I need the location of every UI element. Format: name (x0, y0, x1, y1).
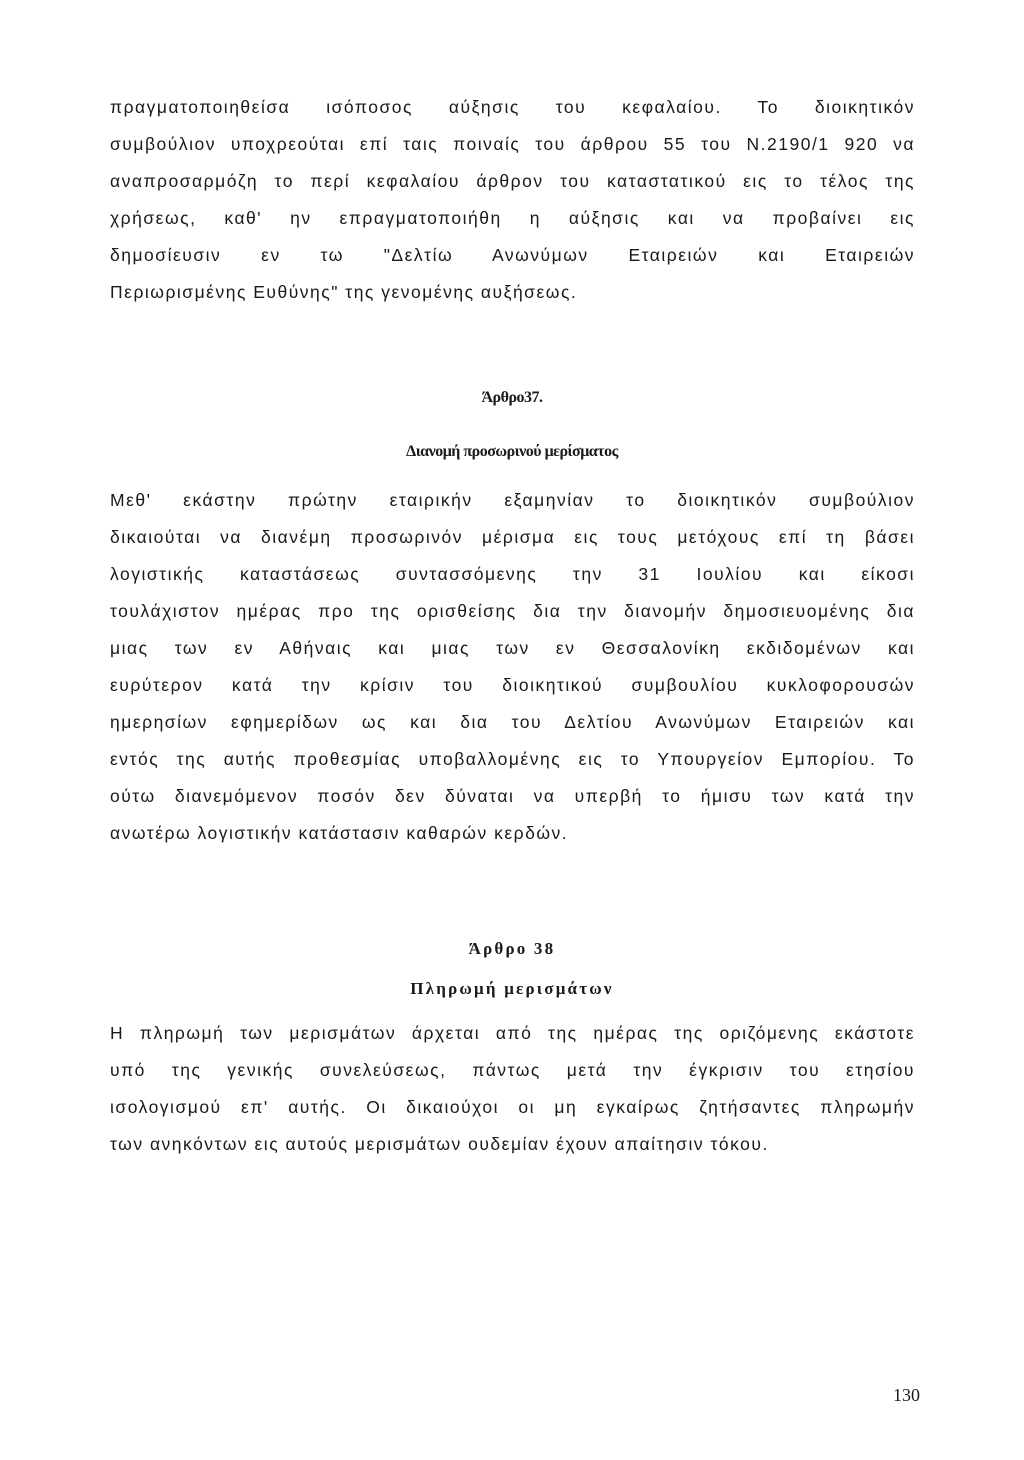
text-line: ισολογισμού επ' αυτής. Οι δικαιούχοι οι μη εγκαίρως ζητήσαντες πληρωμήν (110, 1097, 915, 1117)
text-line: δημοσίευσιν εν τω "Δελτίω Ανωνύμων Εταιρειών και Εταιρειών (110, 245, 915, 265)
text-line: ούτω διανεμόμενον ποσόν δεν δύναται να υπερβή το ήμισυ των κατά την (110, 786, 915, 806)
text-line: πραγματοποιηθείσα ισόποσος αύξησις του κεφαλαίου. Το διοικητικόν (110, 97, 915, 117)
text-line: συμβούλιον υποχρεούται επί ταις ποιναίς του άρθρου 55 του Ν.2190/1 920 να (110, 134, 915, 154)
text-line: ημερησίων εφημερίδων ως και δια του Δελτίου Ανωνύμων Εταιρειών και (110, 712, 915, 732)
text-line: δικαιούται να διανέμη προσωρινόν μέρισμα εις τους μετόχους επί τη βάσει (110, 527, 915, 547)
text-line: λογιστικής καταστάσεως συντασσόμενης την 31 Ιουλίου και είκοσι (110, 564, 915, 584)
text-line: υπό της γενικής συνελεύσεως, πάντως μετά την έγκρισιν του ετησίου (110, 1060, 915, 1080)
article-37-number: Άρθρο37. (481, 389, 543, 406)
text-line: Η πληρωμή των μερισμάτων άρχεται από της ημέρας της οριζόμενης εκάστοτε (110, 1023, 915, 1043)
page-number: 130 (893, 1385, 920, 1405)
text-line: ευρύτερον κατά την κρίσιν του διοικητικού συμβουλίου κυκλοφορουσών (110, 675, 915, 695)
text-line: εντός της αυτής προθεσμίας υποβαλλομένης εις το Υπουργείον Εμπορίου. Το (110, 749, 915, 769)
text-line: χρήσεως, καθ' ην επραγματοποιήθη η αύξησις και να προβαίνει εις (110, 208, 915, 228)
text-line: Περιωρισμένης Ευθύνης" της γενομένης αυξήσεως. (110, 282, 578, 302)
text-line: ανωτέρω λογιστικήν κατάστασιν καθαρών κερδών. (110, 823, 569, 843)
article-38-title: Πληρωμή μερισμάτων (410, 979, 614, 998)
article-38-number: Άρθρο 38 (468, 939, 556, 958)
text-line: μιας των εν Αθήναις και μιας των εν Θεσσαλονίκη εκδιδομένων και (110, 638, 915, 658)
text-line: τουλάχιστον ημέρας προ της ορισθείσης δια την διανομήν δημοσιευομένης δια (110, 601, 915, 621)
text-line: αναπροσαρμόζη το περί κεφαλαίου άρθρον του καταστατικού εις το τέλος της (110, 171, 915, 191)
text-line: των ανηκόντων εις αυτούς μερισμάτων ουδεμίαν έχουν απαίτησιν τόκου. (110, 1134, 769, 1154)
text-line: Μεθ' εκάστην πρώτην εταιρικήν εξαμηνίαν το διοικητικόν συμβούλιον (110, 490, 915, 510)
article-37-title: Διανομή προσωρινού μερίσματος (406, 443, 618, 460)
